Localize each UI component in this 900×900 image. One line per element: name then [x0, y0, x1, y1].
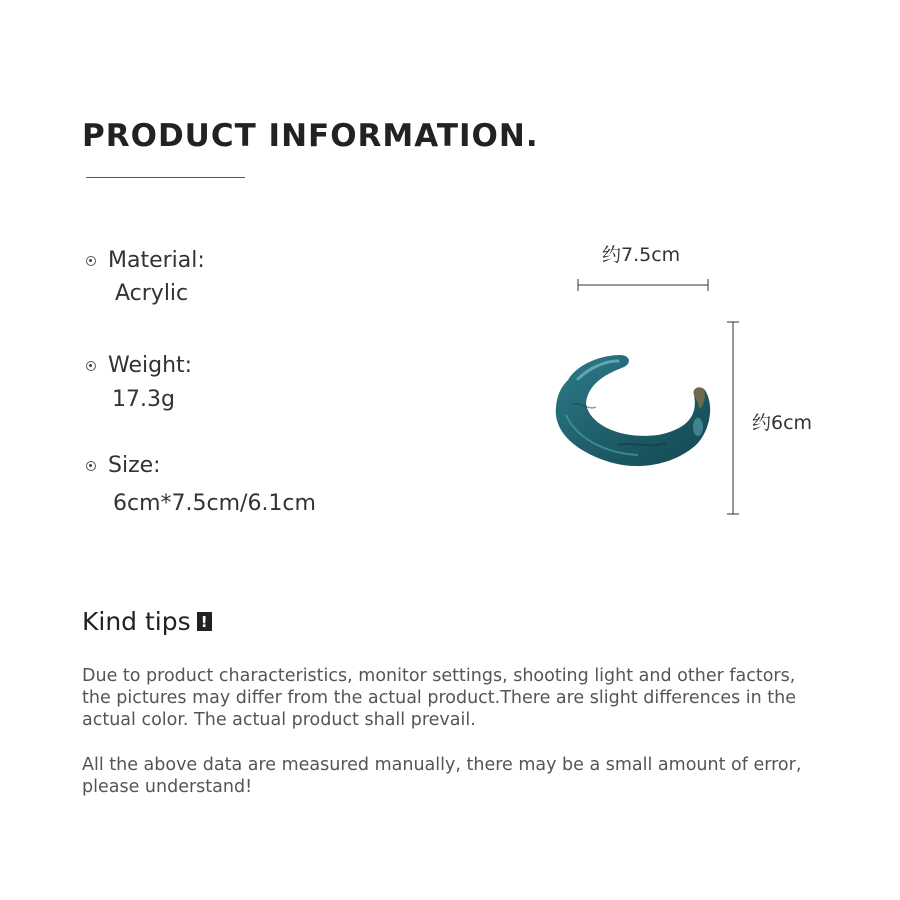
bullet-icon	[86, 461, 96, 471]
spec-size-label	[86, 453, 161, 478]
spec-size-value: 6cm*7.5cm/6.1cm	[113, 491, 316, 516]
bracelet-image	[548, 345, 728, 485]
page-title: PRODUCT INFORMATION.	[82, 118, 539, 154]
spec-material-label	[86, 248, 205, 273]
kind-tips-heading	[82, 607, 212, 636]
title-underline	[86, 177, 245, 178]
spec-size-label-text: Size:	[108, 453, 161, 478]
spec-weight-label	[86, 353, 192, 378]
product-diagram	[540, 230, 840, 530]
kind-tips-title: Kind tips	[82, 607, 191, 636]
spec-weight-label-text: Weight:	[108, 353, 193, 378]
tips-paragraph-2: All the above data are measured manually, there may be a small amount of error, please understand!	[82, 755, 802, 797]
spec-material-label-text: Material:	[108, 248, 205, 273]
spec-weight-value: 17.3g	[112, 387, 175, 412]
height-dimension-label: 约6cm	[752, 412, 813, 434]
width-dimension-label: 约7.5cm	[602, 244, 681, 266]
bullet-icon	[86, 361, 96, 371]
bullet-icon	[86, 256, 96, 266]
spec-material-value: Acrylic	[115, 281, 189, 306]
tips-paragraph-1: Due to product characteristics, monitor settings, shooting light and other factors, the pictures may differ from the actual product.There are slight differences in the actual color. The actual product shall prevail.	[82, 666, 796, 730]
exclamation-icon: !	[197, 612, 212, 631]
